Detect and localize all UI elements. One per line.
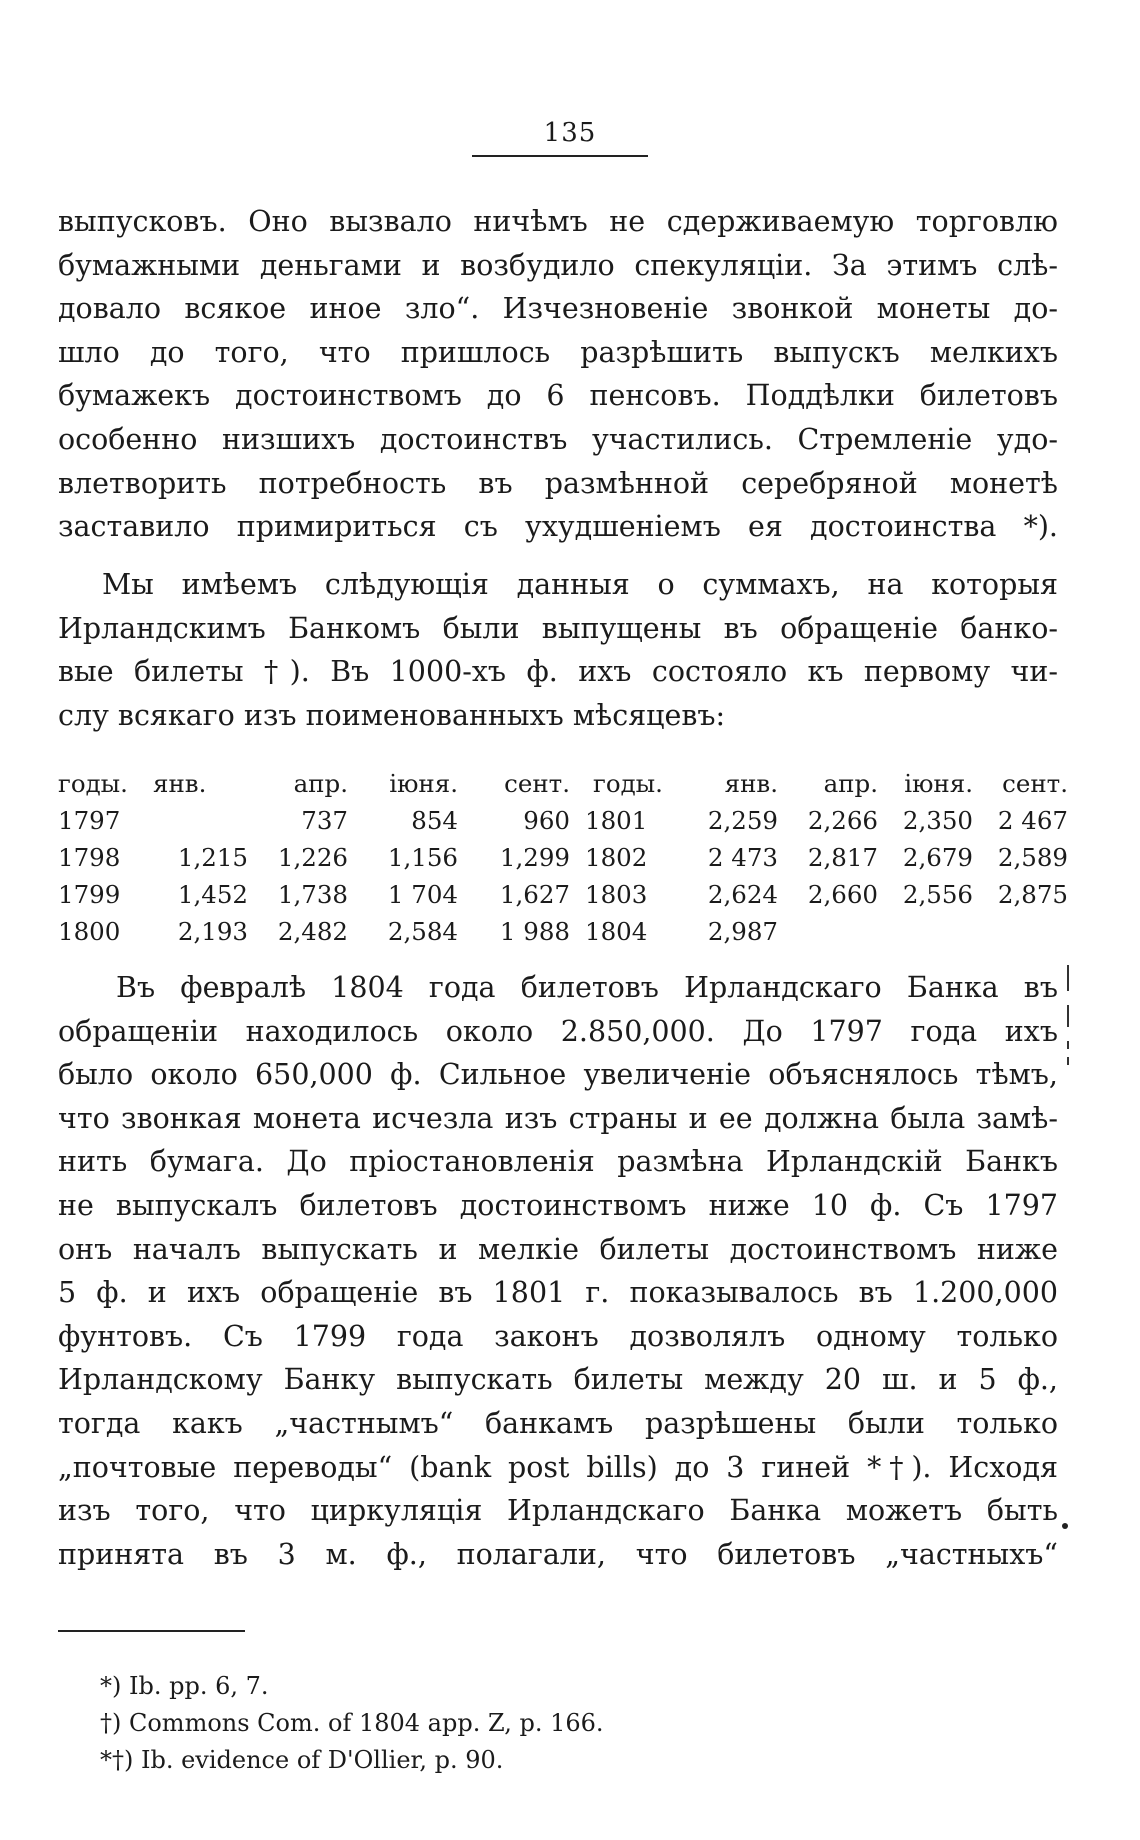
table-cell: 2,987 <box>707 917 778 946</box>
text-line: было около 650,000 ф. Сильное увеличеніе объяснялось тѣмъ, <box>58 1058 1058 1092</box>
table-cell: 2,482 <box>277 917 348 946</box>
margin-pencil-marks <box>1062 965 1074 1075</box>
text-line: Мы имѣемъ слѣдующія данныя о суммахъ, на которыя <box>102 568 1058 601</box>
text-line: что звонкая монета исчезла изъ страны и ее должна была замѣ- <box>58 1101 1058 1135</box>
table-cell <box>973 913 1068 950</box>
footnote: *) Ib. pp. 6, 7. <box>100 1672 269 1700</box>
table-cell: 854 <box>411 806 458 835</box>
page-number-rule <box>472 155 648 157</box>
table-cell: 2,817 <box>807 843 878 872</box>
text-line: бумажекъ достоинствомъ до 6 пенсовъ. Поддѣлки билетовъ <box>58 379 1058 413</box>
table-cell: 1799 <box>58 880 121 909</box>
col-header-jan: янв. <box>153 769 207 798</box>
paragraph-2 <box>58 563 1058 737</box>
footnote: †) Commons Com. of 1804 app. Z, p. 166. <box>100 1709 604 1737</box>
table-cell: 1804 <box>585 917 648 946</box>
table-cell: 960 <box>523 806 570 835</box>
text-line: Ирландскому Банку выпускать билеты между 20 ш. и 5 ф., <box>58 1363 1058 1397</box>
paragraph-1 <box>58 200 1058 549</box>
table-cell: 2,875 <box>997 880 1068 909</box>
table-cell: 2,679 <box>902 843 973 872</box>
table-cell: 2,259 <box>707 806 778 835</box>
text-line: принята въ 3 м. ф., полагали, что билетовъ „частныхъ“ <box>58 1537 1058 1571</box>
text-line: „почтовые переводы“ (bank post bills) до 3 гиней *†). Исходя <box>58 1450 1058 1484</box>
table-cell: 2,660 <box>807 880 878 909</box>
text-line: тогда какъ „частнымъ“ банкамъ разрѣшены были только <box>58 1406 1058 1440</box>
table-cell: 2,589 <box>997 843 1068 872</box>
table-cell: 1800 <box>58 917 121 946</box>
table-cell: 2,266 <box>807 806 878 835</box>
table-cell: 1803 <box>585 880 648 909</box>
table-cell: 2,556 <box>902 880 973 909</box>
table-row <box>58 913 570 950</box>
paragraph-3 <box>58 966 1058 1576</box>
table-cell: 2 467 <box>997 806 1068 835</box>
banknote-table-left <box>58 765 570 950</box>
banknote-table-right <box>585 765 1068 950</box>
table-cell: 1797 <box>58 806 121 835</box>
text-line: Ирландскимъ Банкомъ были выпущены въ обращеніе банко- <box>58 611 1058 645</box>
text-line: онъ началъ выпускать и мелкіе билеты достоинствомъ ниже <box>58 1232 1058 1266</box>
table-cell: 1802 <box>585 843 648 872</box>
table-cell: 1798 <box>58 843 121 872</box>
footnotes <box>100 1668 604 1779</box>
table-row <box>585 876 1068 913</box>
text-line: выпусковъ. Оно вызвало ничѣмъ не сдерживаемую торговлю <box>58 205 1058 238</box>
table-cell: 1 704 <box>387 880 458 909</box>
table-cell: 2,624 <box>707 880 778 909</box>
col-header-sep: сент. <box>504 769 570 798</box>
table-cell: 2,584 <box>387 917 458 946</box>
table-cell: 2 473 <box>707 843 778 872</box>
table-cell <box>153 802 248 839</box>
table-row <box>58 839 570 876</box>
table-header-row <box>585 765 1068 802</box>
page-number: 135 <box>543 118 597 148</box>
text-line: шло до того, что пришлось разрѣшить выпускъ мелкихъ <box>58 335 1058 369</box>
text-line: слу всякаго изъ поименованныхъ мѣсяцевъ: <box>58 698 726 732</box>
text-line: довало всякое иное зло“. Изчезновеніе звонкой монеты до- <box>58 292 1058 326</box>
table-row <box>585 913 1068 950</box>
table-row <box>58 802 570 839</box>
table-cell: 1,452 <box>177 880 248 909</box>
col-header-jun: іюня. <box>389 769 458 798</box>
col-header-years: годы. <box>58 769 128 798</box>
text-line: Въ февралѣ 1804 года билетовъ Ирландскаго Банка въ <box>116 971 1058 1004</box>
table-cell <box>878 913 973 950</box>
col-header-years: годы. <box>593 769 663 798</box>
col-header-sep: сент. <box>1002 769 1068 798</box>
col-header-jun: іюня. <box>904 769 973 798</box>
col-header-apr: апр. <box>823 769 878 798</box>
text-line: нить бумага. До пріостановленія размѣна Ирландскій Банкъ <box>58 1145 1058 1179</box>
col-header-jan: янв. <box>724 769 778 798</box>
margin-ink-dot <box>1062 1523 1068 1529</box>
table-cell: 1,738 <box>277 880 348 909</box>
footnote: *†) Ib. evidence of D'Ollier, p. 90. <box>100 1746 504 1774</box>
text-line: изъ того, что циркуляція Ирландскаго Банка можетъ быть <box>58 1494 1058 1528</box>
table-row <box>585 839 1068 876</box>
table-cell: 1,299 <box>499 843 570 872</box>
table-header-row <box>58 765 570 802</box>
text-line: заставило примириться съ ухудшеніемъ ея достоинства *). <box>58 510 1058 544</box>
table-cell: 1,226 <box>277 843 348 872</box>
table-cell: 1,156 <box>387 843 458 872</box>
table-cell: 1,627 <box>499 880 570 909</box>
text-line: обращеніи находилось около 2.850,000. До 1797 года ихъ <box>58 1014 1058 1048</box>
table-row <box>585 802 1068 839</box>
table-cell <box>778 913 878 950</box>
table-cell: 2,193 <box>177 917 248 946</box>
text-line: не выпускалъ билетовъ достоинствомъ ниже 10 ф. Съ 1797 <box>58 1188 1058 1222</box>
text-line: 5 ф. и ихъ обращеніе въ 1801 г. показывалось въ 1.200,000 <box>58 1276 1058 1310</box>
text-line: вые билеты †). Въ 1000-хъ ф. ихъ состояло къ первому чи- <box>58 655 1058 689</box>
text-line: особенно низшихъ достоинствъ участились. Стремленіе удо- <box>58 422 1058 456</box>
footnote-rule <box>58 1630 245 1632</box>
table-row <box>58 876 570 913</box>
col-header-apr: апр. <box>293 769 348 798</box>
table-cell: 1,215 <box>177 843 248 872</box>
table-cell: 737 <box>301 806 348 835</box>
text-line: влетворить потребность въ размѣнной серебряной монетѣ <box>58 466 1058 500</box>
table-cell: 1 988 <box>499 917 570 946</box>
table-cell: 2,350 <box>902 806 973 835</box>
text-line: фунтовъ. Съ 1799 года законъ дозволялъ одному только <box>58 1319 1058 1353</box>
text-line: бумажными деньгами и возбудило спекуляціи. За этимъ слѣ- <box>58 248 1058 282</box>
table-cell: 1801 <box>585 806 648 835</box>
